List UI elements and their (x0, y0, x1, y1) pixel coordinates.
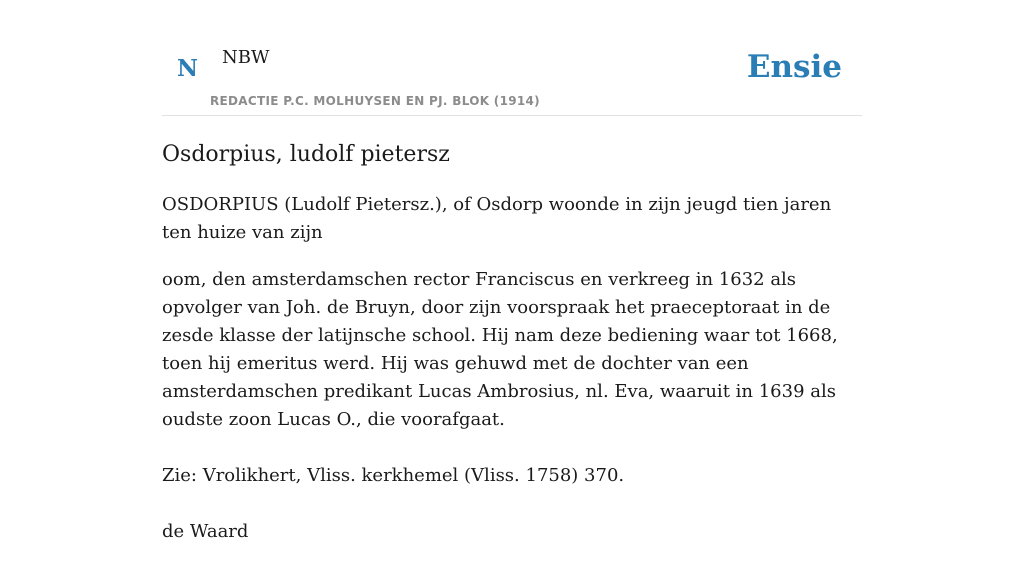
source-logo-icon[interactable]: N (177, 55, 199, 82)
entry-author: de Waard (162, 521, 249, 542)
entry-content (162, 139, 862, 565)
source-editors: REDACTIE P.C. MOLHUYSEN EN PJ. BLOK (1914) (210, 94, 540, 108)
entry-paragraph-intro: OSDORPIUS (Ludolf Pietersz.), of Osdorp woonde in zijn jeugd tien jaren ten huize van zijn (162, 194, 832, 243)
brand-logo-link[interactable]: Ensie (746, 49, 842, 85)
entry-title: Osdorpius, ludolf pietersz (162, 142, 450, 167)
entry-paragraph-body: oom, den amsterdamschen rector Franciscus en verkreeg in 1632 als opvolger van Joh. de Bruyn, door zijn voorspraak het praeceptoraat in de zesde klasse der latijnsche school. Hij nam deze bediening waar tot 1668, toen hij emeritus werd. Hij was gehuwd met de dochter van een amsterdamschen predikant Lucas Ambrosius, nl. Eva, waaruit in 1639 als oudste zoon Lucas O., die voorafgaat. (162, 269, 838, 430)
site-header (162, 0, 862, 116)
entry-paragraph-reference: Zie: Vrolikhert, Vliss. kerkhemel (Vliss. 1758) 370. (162, 465, 625, 486)
source-title[interactable]: NBW (222, 47, 270, 68)
